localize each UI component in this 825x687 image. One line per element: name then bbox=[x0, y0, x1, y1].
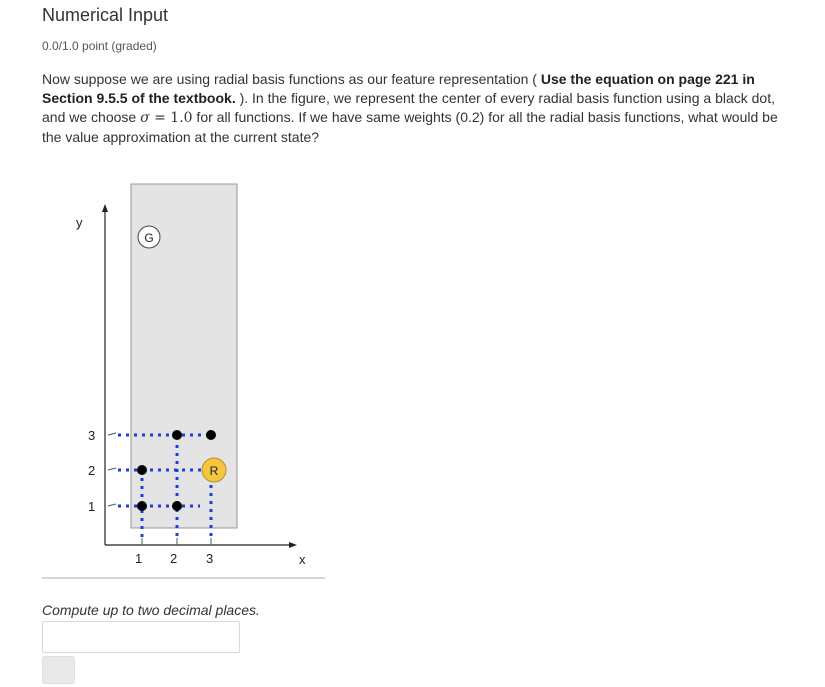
sigma-value: 1.0 bbox=[170, 110, 193, 126]
x-tick-1: 1 bbox=[135, 551, 143, 566]
rbf-center-dot bbox=[137, 501, 147, 511]
rbf-center-dot bbox=[172, 501, 182, 511]
x-tick-3: 3 bbox=[206, 551, 214, 566]
y-tick-mark-1 bbox=[108, 504, 116, 506]
sigma-symbol: σ bbox=[140, 110, 150, 126]
y-tick-1: 1 bbox=[88, 499, 96, 514]
answer-input[interactable] bbox=[42, 621, 240, 653]
question-part3: for all functions. If we have same weights (0.2) for all the radial basis functions, what would be the value approximation at the current state? bbox=[42, 109, 778, 145]
y-tick-mark-3 bbox=[108, 433, 116, 435]
robot-label: R bbox=[209, 464, 219, 478]
y-axis-arrow-icon bbox=[102, 204, 108, 212]
question-part1: Now suppose we are using radial basis functions as our feature representation ( bbox=[42, 71, 541, 87]
y-axis-label: y bbox=[76, 215, 83, 230]
submit-button[interactable] bbox=[42, 656, 75, 684]
x-axis-arrow-icon bbox=[289, 542, 297, 548]
equals-sign: = bbox=[149, 110, 171, 126]
answer-hint: Compute up to two decimal places. bbox=[42, 602, 260, 618]
x-axis-label: x bbox=[299, 552, 306, 567]
problem-title: Numerical Input bbox=[42, 5, 169, 25]
y-tick-2: 2 bbox=[88, 463, 96, 478]
grade-status: 0.0/1.0 point (graded) bbox=[42, 39, 157, 53]
section-divider bbox=[42, 577, 325, 579]
question-part2: ). In the figure, we represent the center of every radial basis function using a black dot, and we choose bbox=[42, 90, 775, 125]
question-bold-reference: Use the equation on page 221 in Section 9.5.5 of the textbook. bbox=[42, 71, 755, 106]
rbf-center-dot bbox=[206, 430, 216, 440]
goal-label: G bbox=[144, 231, 154, 245]
rbf-center-dot bbox=[137, 465, 147, 475]
y-tick-mark-2 bbox=[108, 468, 116, 470]
y-tick-3: 3 bbox=[88, 428, 96, 443]
rbf-center-dot bbox=[172, 430, 182, 440]
x-tick-2: 2 bbox=[170, 551, 178, 566]
